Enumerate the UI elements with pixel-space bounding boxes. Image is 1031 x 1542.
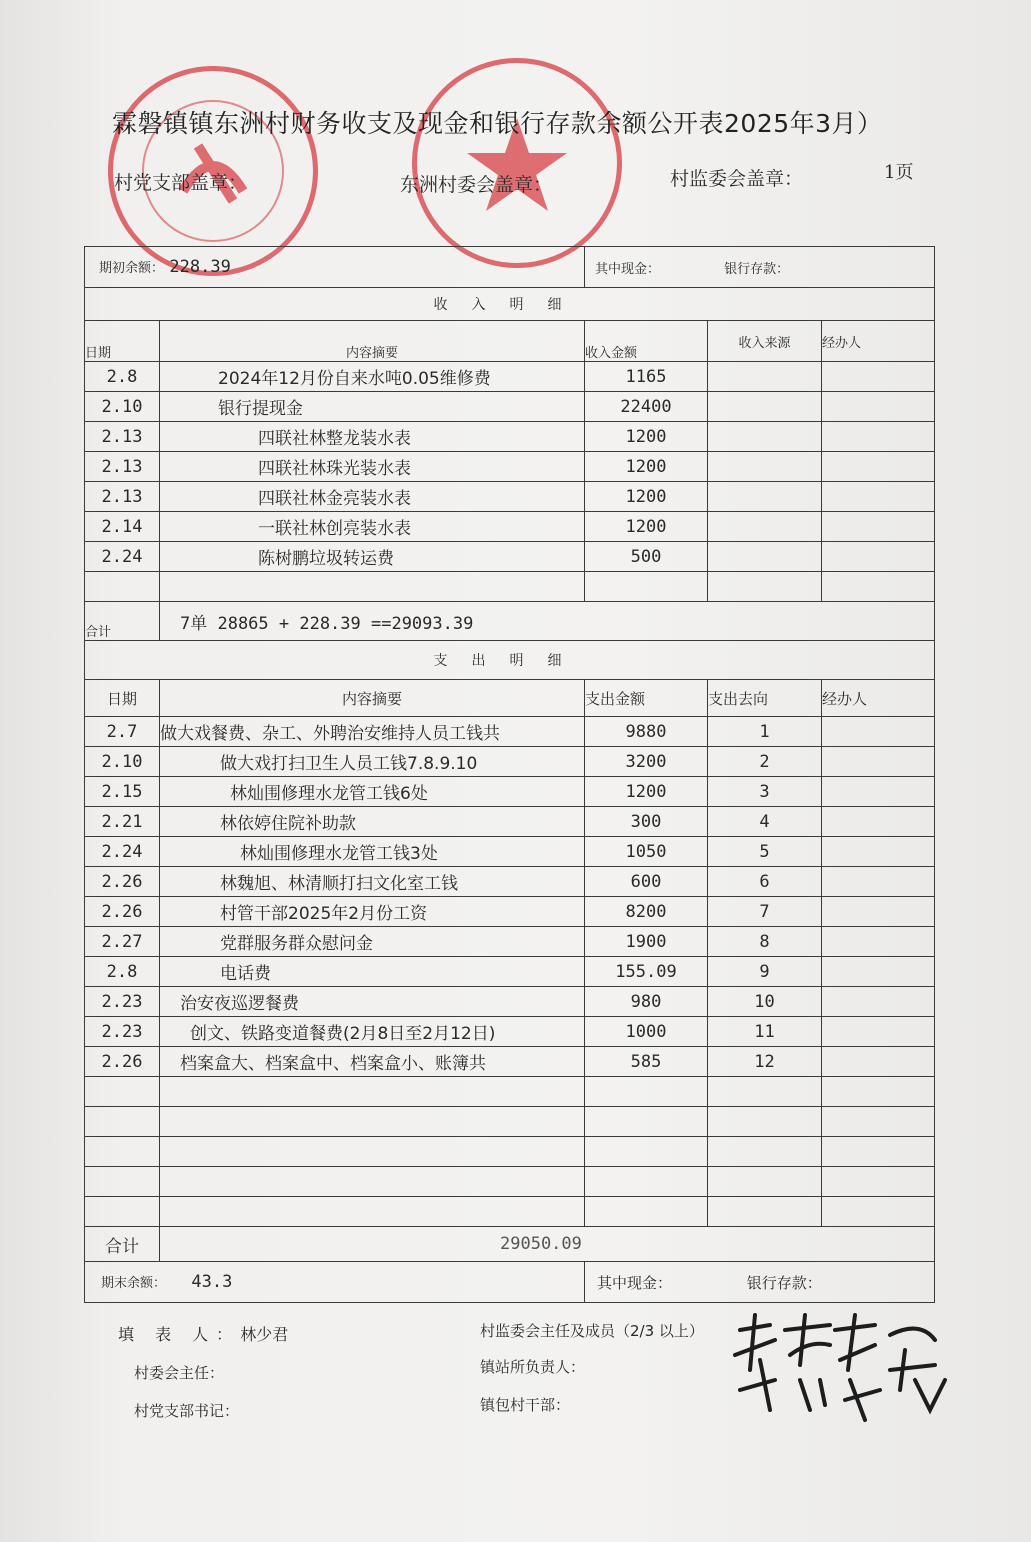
income-date: 2.8 xyxy=(85,362,160,392)
town-cadre-label: 镇包村干部： xyxy=(480,1396,571,1414)
income-date: 2.14 xyxy=(85,512,160,542)
party-branch-seal-label: 村党支部盖章： xyxy=(114,172,248,194)
expense-desc: 电话费 xyxy=(160,957,585,987)
expense-desc: 党群服务群众慰问金 xyxy=(160,927,585,957)
expense-handler xyxy=(822,987,935,1017)
expense-amount: 1900 xyxy=(585,927,708,957)
income-section-title: 收入明细 xyxy=(85,288,935,321)
expense-blank-row xyxy=(85,1167,935,1197)
income-row xyxy=(85,452,935,482)
expense-amount: 1200 xyxy=(585,777,708,807)
income-desc: 四联社林整龙装水表 xyxy=(160,422,585,452)
star-icon xyxy=(417,63,617,263)
expense-handler xyxy=(822,837,935,867)
expense-date: 2.26 xyxy=(85,867,160,897)
expense-handler xyxy=(822,1047,935,1077)
expense-row xyxy=(85,927,935,957)
income-desc: 陈树鹏垃圾转运费 xyxy=(160,542,585,572)
expense-blank-row xyxy=(85,1077,935,1107)
opening-balance-value: 228.39 xyxy=(169,257,231,277)
expense-date: 2.8 xyxy=(85,957,160,987)
ledger-table xyxy=(84,246,935,1303)
expense-destination: 3 xyxy=(708,777,822,807)
expense-amount: 9880 xyxy=(585,717,708,747)
preparer-label: 填 表 人： xyxy=(118,1325,241,1344)
expense-row xyxy=(85,717,935,747)
income-column-headers xyxy=(85,321,935,362)
expense-destination: 6 xyxy=(708,867,822,897)
income-source xyxy=(708,512,822,542)
income-desc: 一联社林创亮装水表 xyxy=(160,512,585,542)
expense-section-header xyxy=(85,641,935,680)
income-handler xyxy=(822,512,935,542)
expense-header-desc: 内容摘要 xyxy=(160,680,585,717)
expense-date: 2.23 xyxy=(85,1017,160,1047)
income-source xyxy=(708,392,822,422)
income-header-handler: 经办人 xyxy=(822,321,935,362)
expense-desc: 创文、铁路变道餐费(2月8日至2月12日) xyxy=(160,1017,585,1047)
expense-desc: 档案盒大、档案盒中、档案盒小、账簿共 xyxy=(160,1047,585,1077)
income-row xyxy=(85,542,935,572)
income-blank-row xyxy=(85,572,935,602)
expense-amount: 8200 xyxy=(585,897,708,927)
expense-date: 2.7 xyxy=(85,717,160,747)
expense-date: 2.10 xyxy=(85,747,160,777)
expense-section-title: 支出明细 xyxy=(85,641,935,680)
income-desc: 银行提现金 xyxy=(160,392,585,422)
income-date: 2.10 xyxy=(85,392,160,422)
income-header-date: 日期 xyxy=(85,321,160,362)
income-handler xyxy=(822,482,935,512)
expense-amount: 300 xyxy=(585,807,708,837)
expense-destination: 8 xyxy=(708,927,822,957)
expense-date: 2.23 xyxy=(85,987,160,1017)
income-date: 2.24 xyxy=(85,542,160,572)
expense-handler xyxy=(822,807,935,837)
expense-handler xyxy=(822,747,935,777)
expense-amount: 600 xyxy=(585,867,708,897)
expense-row xyxy=(85,897,935,927)
page-number: 1页 xyxy=(884,162,914,183)
income-total-row xyxy=(85,602,935,641)
income-source xyxy=(708,362,822,392)
expense-date: 2.15 xyxy=(85,777,160,807)
expense-row xyxy=(85,807,935,837)
expense-handler xyxy=(822,897,935,927)
income-amount: 1200 xyxy=(585,512,708,542)
expense-amount: 155.09 xyxy=(585,957,708,987)
village-committee-seal-stamp xyxy=(412,58,622,268)
income-amount: 500 xyxy=(585,542,708,572)
supervision-seal-label: 村监委会盖章： xyxy=(670,168,804,190)
expense-column-headers xyxy=(85,680,935,717)
income-source xyxy=(708,482,822,512)
expense-amount: 1050 xyxy=(585,837,708,867)
closing-balance-label: 期末余额： xyxy=(101,1276,167,1291)
expense-destination: 9 xyxy=(708,957,822,987)
expense-header-destination: 支出去向 xyxy=(708,680,822,717)
opening-balance-label: 期初余额： xyxy=(99,261,165,276)
expense-amount: 585 xyxy=(585,1047,708,1077)
village-committee-seal-label: 东洲村委会盖章： xyxy=(400,174,553,196)
expense-row xyxy=(85,987,935,1017)
expense-header-handler: 经办人 xyxy=(822,680,935,717)
expense-handler xyxy=(822,777,935,807)
supervision-members-label: 村监委会主任及成员（2/3 以上） xyxy=(480,1322,704,1340)
income-desc: 四联社林金亮装水表 xyxy=(160,482,585,512)
expense-date: 2.26 xyxy=(85,897,160,927)
expense-row xyxy=(85,957,935,987)
handwritten-signatures xyxy=(730,1310,950,1430)
opening-balance-row xyxy=(85,247,935,288)
income-handler xyxy=(822,422,935,452)
income-amount: 22400 xyxy=(585,392,708,422)
income-date: 2.13 xyxy=(85,422,160,452)
expense-amount: 1000 xyxy=(585,1017,708,1047)
expense-row xyxy=(85,867,935,897)
income-source xyxy=(708,452,822,482)
expense-destination: 4 xyxy=(708,807,822,837)
income-total-text: 7单 28865 + 228.39 ==29093.39 xyxy=(160,602,935,641)
expense-row xyxy=(85,1047,935,1077)
income-date: 2.13 xyxy=(85,452,160,482)
expense-desc: 治安夜巡逻餐费 xyxy=(160,987,585,1017)
expense-row xyxy=(85,1017,935,1047)
expense-blank-row xyxy=(85,1137,935,1167)
expense-amount: 3200 xyxy=(585,747,708,777)
expense-date: 2.26 xyxy=(85,1047,160,1077)
expense-date: 2.21 xyxy=(85,807,160,837)
expense-destination: 7 xyxy=(708,897,822,927)
expense-desc: 林依婷住院补助款 xyxy=(160,807,585,837)
expense-destination: 1 xyxy=(708,717,822,747)
expense-handler xyxy=(822,867,935,897)
income-header-desc: 内容摘要 xyxy=(160,321,585,362)
expense-row xyxy=(85,777,935,807)
expense-total-value: 29050.09 xyxy=(160,1227,935,1262)
income-section-header xyxy=(85,288,935,321)
expense-handler xyxy=(822,717,935,747)
expense-destination: 11 xyxy=(708,1017,822,1047)
expense-desc: 村管干部2025年2月份工资 xyxy=(160,897,585,927)
closing-cash-label: 其中现金： xyxy=(597,1273,673,1292)
income-source xyxy=(708,422,822,452)
income-source xyxy=(708,542,822,572)
expense-desc: 做大戏餐费、杂工、外聘治安维持人员工钱共 xyxy=(160,717,585,747)
expense-total-label: 合计 xyxy=(85,1227,160,1262)
income-desc: 2024年12月份自来水吨0.05维修费 xyxy=(160,362,585,392)
income-amount: 1165 xyxy=(585,362,708,392)
expense-desc: 做大戏打扫卫生人员工钱7.8.9.10 xyxy=(160,747,585,777)
expense-handler xyxy=(822,957,935,987)
expense-desc: 林灿围修理水龙管工钱6处 xyxy=(160,777,585,807)
income-row xyxy=(85,362,935,392)
income-amount: 1200 xyxy=(585,452,708,482)
opening-bank-label: 银行存款： xyxy=(724,261,790,277)
party-secretary-label: 村党支部书记： xyxy=(134,1402,240,1420)
income-header-amount: 收入金额 xyxy=(585,321,708,362)
expense-destination: 10 xyxy=(708,987,822,1017)
station-head-label: 镇站所负责人： xyxy=(480,1358,586,1376)
income-desc: 四联社林珠光装水表 xyxy=(160,452,585,482)
income-amount: 1200 xyxy=(585,422,708,452)
expense-desc: 林灿围修理水龙管工钱3处 xyxy=(160,837,585,867)
income-header-source: 收入来源 xyxy=(708,321,822,362)
expense-handler xyxy=(822,1017,935,1047)
expense-date: 2.24 xyxy=(85,837,160,867)
expense-destination: 2 xyxy=(708,747,822,777)
income-row xyxy=(85,422,935,452)
income-row xyxy=(85,512,935,542)
expense-destination: 12 xyxy=(708,1047,822,1077)
expense-header-amount: 支出金额 xyxy=(585,680,708,717)
expense-desc: 林魏旭、林清顺打扫文化室工钱 xyxy=(160,867,585,897)
income-row xyxy=(85,392,935,422)
income-handler xyxy=(822,392,935,422)
income-row xyxy=(85,482,935,512)
expense-handler xyxy=(822,927,935,957)
committee-director-label: 村委会主任： xyxy=(134,1364,225,1382)
page-title: 霖磐镇镇东洲村财务收支及现金和银行存款余额公开表2025年3月） xyxy=(112,109,883,138)
income-handler xyxy=(822,452,935,482)
closing-balance-row xyxy=(85,1262,935,1303)
expense-row xyxy=(85,837,935,867)
expense-date: 2.27 xyxy=(85,927,160,957)
expense-blank-row xyxy=(85,1107,935,1137)
income-handler xyxy=(822,542,935,572)
preparer-name: 林少君 xyxy=(240,1325,289,1344)
income-total-label: 合计 xyxy=(85,602,160,641)
expense-amount: 980 xyxy=(585,987,708,1017)
closing-balance-value: 43.3 xyxy=(191,1272,233,1292)
income-amount: 1200 xyxy=(585,482,708,512)
expense-header-date: 日期 xyxy=(85,680,160,717)
expense-total-row xyxy=(85,1227,935,1262)
opening-cash-label: 其中现金： xyxy=(595,261,661,277)
expense-destination: 5 xyxy=(708,837,822,867)
expense-row xyxy=(85,747,935,777)
income-handler xyxy=(822,362,935,392)
expense-blank-row xyxy=(85,1197,935,1227)
closing-bank-label: 银行存款： xyxy=(746,1273,822,1292)
income-date: 2.13 xyxy=(85,482,160,512)
